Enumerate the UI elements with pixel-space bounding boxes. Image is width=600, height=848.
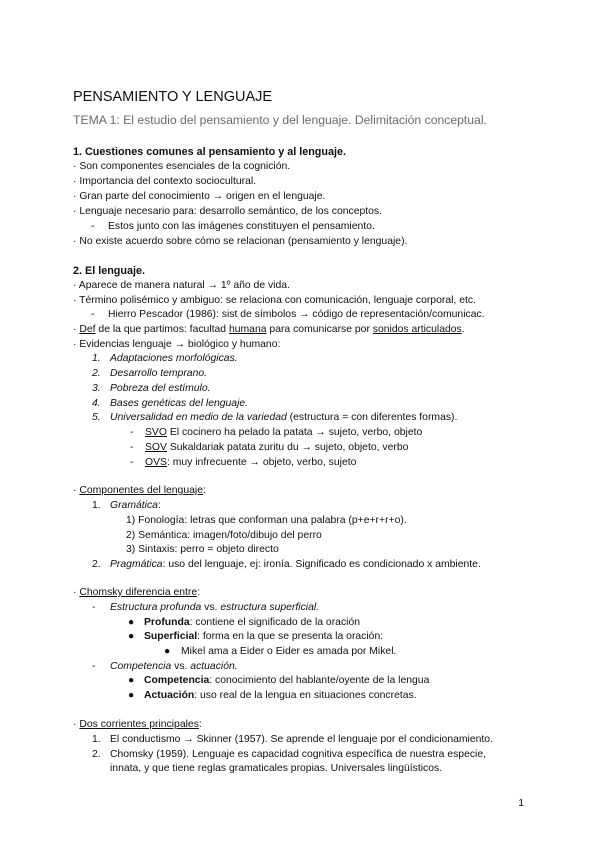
evidence-1: 1. Adaptaciones morfológicas. xyxy=(92,353,238,364)
page-number: 1 xyxy=(518,798,524,809)
s1-line-3: · Gran parte del conocimiento → origen en el lenguaje. xyxy=(73,191,326,202)
deep-structure: ● Profunda: contiene el significado de la oración xyxy=(128,617,361,628)
current-chomsky: 2. Chomsky (1959). Lenguaje es capacidad cognitiva específica de nuestra especie, xyxy=(92,749,487,760)
s1-sub-dash: - xyxy=(91,221,95,232)
document-title: PENSAMIENTO Y LENGUAJE xyxy=(73,89,273,105)
s2-line-3: Hierro Pescador (1986): sist de símbolos → código de representación/comunicac. xyxy=(108,309,485,320)
order-ovs: - OVS: muy infrecuente → objeto, verbo, sujeto xyxy=(130,457,357,468)
document-subtitle: TEMA 1: El estudio del pensamiento y del lenguaje. Delimitación conceptual. xyxy=(73,113,487,127)
order-svo: - SVO El cocinero ha pelado la patata → sujeto, verbo, objeto xyxy=(130,427,423,438)
current-behaviorism: 1. El conductismo → Skinner (1957). Se aprende el lenguaje por el condicionamiento. xyxy=(92,734,493,745)
s1-line-1: · Son componentes esenciales de la cognición. xyxy=(73,161,291,172)
s1-line-4: · Lenguaje necesario para: desarrollo semántico, de los conceptos. xyxy=(73,206,383,217)
chomsky-heading: · Chomsky diferencia entre: xyxy=(73,587,201,598)
evidence-5: 5. Universalidad en medio de la variedad (estructura = con diferentes formas). xyxy=(92,412,458,423)
surface-example: ● Mikel ama a Eider o Eider es amada por Mikel. xyxy=(164,646,397,657)
grammar-phonology: 1) Fonología: letras que conforman una palabra (p+e+r+r+o). xyxy=(126,515,407,526)
competence: ● Competencia: conocimiento del hablante/oyente de la lengua xyxy=(128,675,430,686)
s1-line-6: · No existe acuerdo sobre cómo se relacionan (pensamiento y lenguaje). xyxy=(73,236,408,247)
s1-line-5: Estos junto con las imágenes constituyen el pensamiento. xyxy=(108,221,375,232)
currents-heading: · Dos corrientes principales: xyxy=(73,719,202,730)
s2-sub-dash: - xyxy=(91,309,95,320)
order-sov: - SOV Sukaldariak patata zuritu du → sujeto, objeto, verbo xyxy=(130,442,409,453)
chomsky-competence-vs-performance: - Competencia vs. actuación. xyxy=(92,661,238,672)
grammar-syntax: 3) Sintaxis: perro = objeto directo xyxy=(126,544,279,555)
component-grammar: 1. Gramática: xyxy=(92,500,161,511)
section-1-heading: 1. Cuestiones comunes al pensamiento y al lenguaje. xyxy=(73,146,347,158)
evidence-2: 2. Desarrollo temprano. xyxy=(92,368,208,379)
s2-line-5: · Evidencias lenguaje → biológico y humano: xyxy=(73,339,281,350)
grammar-semantics: 2) Semántica: imagen/foto/dibujo del perro xyxy=(126,530,322,541)
evidence-4: 4. Bases genéticas del lenguaje. xyxy=(92,398,249,409)
section-2-heading: 2. El lenguaje. xyxy=(73,265,146,277)
component-pragmatics: 2. Pragmática: uso del lenguaje, ej: ironía. Significado es condicionado x ambiente. xyxy=(92,559,481,570)
components-heading: · Componentes del lenguaje: xyxy=(73,485,206,496)
s2-line-2: · Término polisémico y ambiguo: se relaciona con comunicación, lenguaje corporal, etc. xyxy=(73,295,476,306)
chomsky-deep-vs-surface: - Estructura profunda vs. estructura superficial. xyxy=(92,602,320,613)
surface-structure: ● Superficial: forma en la que se presenta la oración: xyxy=(128,631,384,642)
s2-definition: · Def de la que partimos: facultad humana para comunicarse por sonidos articulados. xyxy=(73,324,465,335)
performance: ● Actuación: uso real de la lengua en situaciones concretas. xyxy=(128,690,417,701)
evidence-3: 3. Pobreza del estímulo. xyxy=(92,383,211,394)
current-chomsky-cont: innata, y que tiene reglas gramaticales propias. Universales lingüísticos. xyxy=(110,763,443,774)
s1-line-2: · Importancia del contexto sociocultural. xyxy=(73,176,257,187)
s2-line-1: · Aparece de manera natural → 1º año de vida. xyxy=(73,280,290,291)
